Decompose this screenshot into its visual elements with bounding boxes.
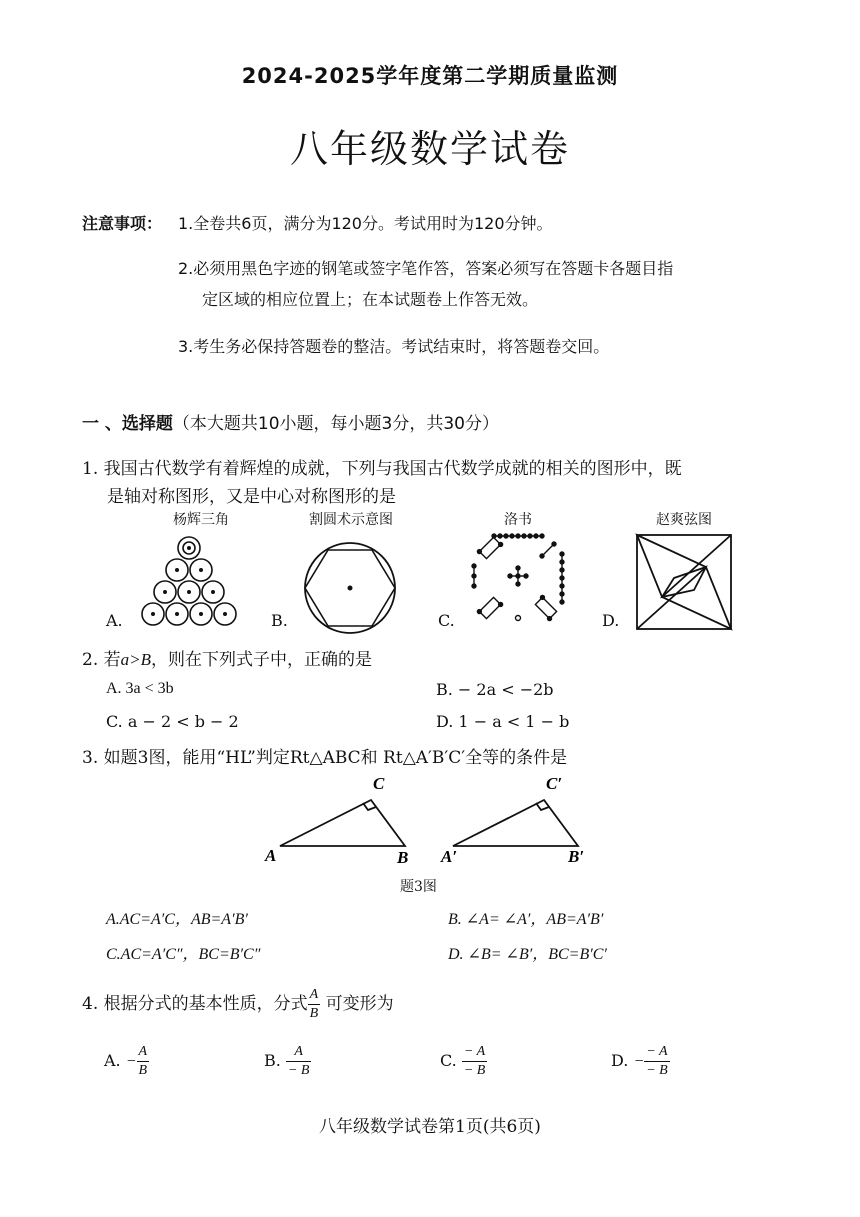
q2-prefix: 2. 若 bbox=[82, 650, 121, 670]
q4-option-b-num: A bbox=[286, 1043, 312, 1062]
q3-option-b: B. ∠A= ∠A′，AB=A′B′ bbox=[448, 911, 604, 928]
q4-text-after: 可变形为 bbox=[320, 994, 394, 1014]
note-item-1: 1.全卷共6页，满分为120分。考试用时为120分钟。 bbox=[178, 214, 553, 233]
q4-option-a bbox=[104, 1043, 149, 1080]
page-footer: 八年级数学试卷第1页(共6页) bbox=[319, 1117, 541, 1137]
q3-option-d: D. ∠B= ∠B′，BC=B′C′ bbox=[448, 946, 607, 963]
q4-option-d-fraction bbox=[644, 1043, 670, 1080]
q4-text-before: 4. 根据分式的基本性质，分式 bbox=[82, 994, 308, 1014]
q4-fraction-den: B bbox=[309, 1006, 319, 1021]
q3-label-b-prime: B′ bbox=[568, 847, 585, 866]
q1-option-b: B. bbox=[271, 611, 288, 630]
q1-text-line2: 是轴对称图形，又是中心对称图形的是 bbox=[107, 487, 396, 507]
section-title: 一 、选择题 bbox=[82, 414, 173, 434]
q4-option-a-label: A. bbox=[104, 1051, 121, 1070]
q3-figure-caption: 题3图 bbox=[400, 879, 437, 895]
q3-triangles-figure bbox=[265, 772, 605, 868]
q4-option-a-num: A bbox=[137, 1043, 150, 1062]
q1-caption-a: 杨辉三角 bbox=[173, 512, 229, 528]
q2-option-a: A. 3a < 3b bbox=[106, 680, 174, 697]
q4-option-d-label: D. bbox=[611, 1051, 629, 1070]
q4-option-c-num: − A bbox=[462, 1043, 488, 1062]
q1-text-line1: 1. 我国古代数学有着辉煌的成就，下列与我国古代数学成就的相关的图形中，既 bbox=[82, 459, 682, 479]
q1-caption-d: 赵爽弦图 bbox=[656, 512, 712, 528]
section-detail: （本大题共10小题，每小题3分，共30分） bbox=[172, 414, 500, 434]
q2-option-d: D. 1 − a < 1 − b bbox=[436, 712, 570, 731]
q3-text: 3. 如题3图，能用“HL”判定Rt△ABC和 Rt△A′B′C′全等的条件是 bbox=[82, 748, 568, 768]
q4-option-d-sign: − bbox=[633, 1053, 645, 1070]
exam-subtitle: 2024-2025学年度第二学期质量监测 bbox=[241, 64, 619, 88]
notes-label: 注意事项： bbox=[82, 214, 163, 233]
q3-label-c-prime: C′ bbox=[546, 774, 563, 793]
q4-option-d-num: − A bbox=[644, 1043, 670, 1062]
q4-option-c-den: − B bbox=[463, 1063, 486, 1078]
note-item-2-cont: 定区域的相应位置上；在本试题卷上作答无效。 bbox=[202, 290, 539, 309]
q2-option-b: B. − 2a < −2b bbox=[436, 680, 554, 699]
note-item-3: 3.考生务必保持答题卷的整洁。考试结束时，将答题卷交回。 bbox=[178, 337, 610, 356]
q1-option-d: D. bbox=[602, 611, 620, 630]
zhao-shuang-figure bbox=[636, 534, 732, 630]
q1-option-a: A. bbox=[106, 611, 123, 630]
q4-option-b-fraction bbox=[286, 1043, 312, 1080]
q3-option-a: A.AC=A′C，AB=A′B′ bbox=[106, 911, 248, 928]
q1-option-c: C. bbox=[438, 611, 455, 630]
q4-option-c-fraction bbox=[462, 1043, 488, 1080]
q2-suffix: ，则在下列式子中，正确的是 bbox=[150, 650, 372, 670]
exam-title: 八年级数学试卷 bbox=[289, 127, 570, 171]
q2-condition: a>B bbox=[120, 650, 151, 669]
q4-option-c-label: C. bbox=[440, 1051, 457, 1070]
section-heading bbox=[82, 409, 499, 434]
q4-option-b-den: − B bbox=[287, 1063, 310, 1078]
q4-option-b-label: B. bbox=[264, 1051, 281, 1070]
q4-option-d-den: − B bbox=[646, 1063, 668, 1078]
luo-shu-figure bbox=[466, 532, 570, 624]
q4-option-a-sign: − bbox=[125, 1053, 137, 1070]
q4-option-c bbox=[440, 1043, 487, 1080]
q3-label-a-prime: A′ bbox=[441, 847, 458, 866]
circle-hexagon-figure bbox=[302, 540, 398, 636]
q3-option-c: C.AC=A′C″，BC=B′C″ bbox=[106, 946, 261, 963]
q4-option-a-den: B bbox=[138, 1063, 148, 1078]
q1-caption-c: 洛书 bbox=[504, 512, 532, 528]
q4-option-d bbox=[611, 1043, 670, 1080]
q4-fraction bbox=[308, 986, 321, 1023]
q3-label-b: B bbox=[397, 848, 409, 867]
q2-option-c: C. a − 2 < b − 2 bbox=[106, 712, 239, 731]
q4-option-b bbox=[264, 1043, 311, 1080]
q1-caption-b: 割圆术示意图 bbox=[309, 512, 393, 528]
q2-text bbox=[82, 645, 372, 670]
yang-hui-triangle-figure bbox=[136, 535, 242, 627]
note-item-2: 2.必须用黑色字迹的钢笔或签字笔作答，答案必须写在答题卡各题目指 bbox=[178, 259, 674, 278]
q4-fraction-num: A bbox=[308, 986, 321, 1005]
q4-text bbox=[82, 986, 394, 1023]
q3-label-a: A bbox=[265, 846, 277, 865]
q3-label-c: C bbox=[373, 774, 385, 793]
q4-option-a-fraction bbox=[137, 1043, 150, 1080]
